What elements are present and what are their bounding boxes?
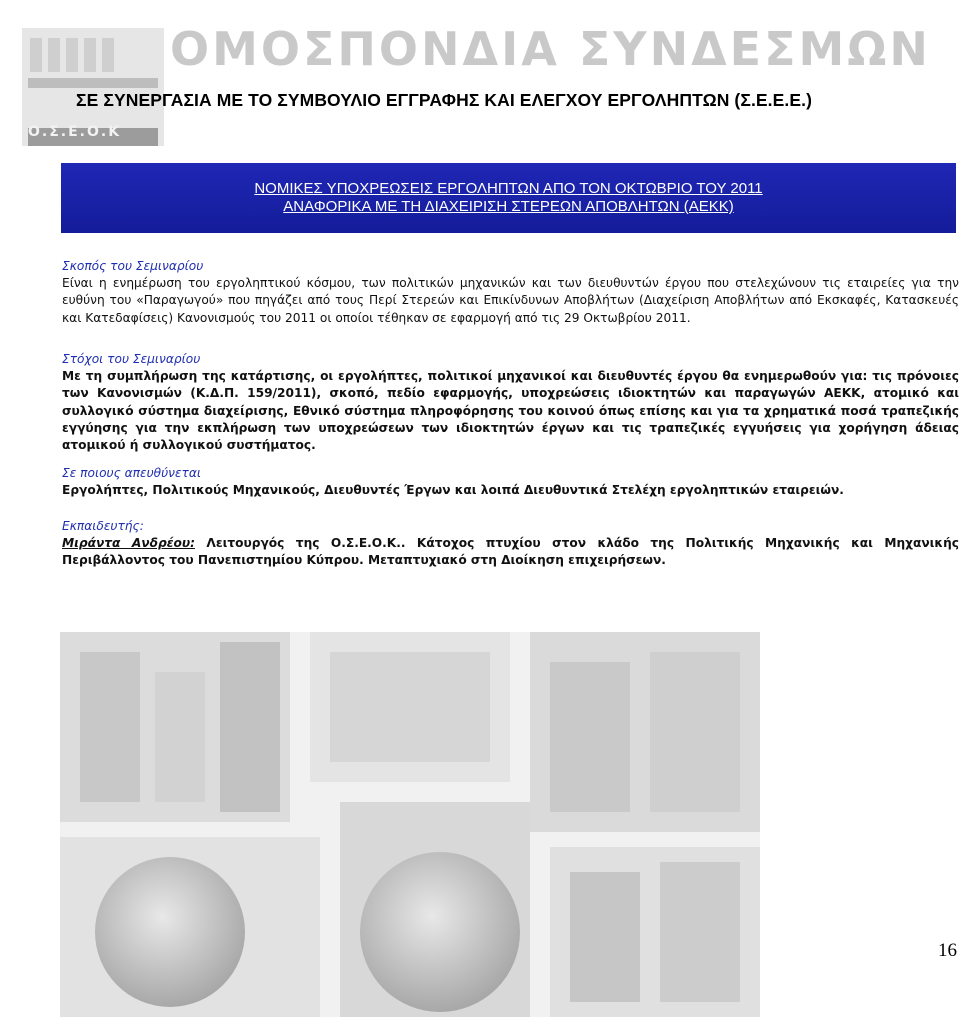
audience-title: Σε ποιους απευθύνεται (62, 466, 202, 480)
page-heading: ΣΕ ΣΥΝΕΡΓΑΣΙΑ ΜΕ ΤΟ ΣΥΜΒΟΥΛΙΟ ΕΓΓΡΑΦΗΣ ΚΑΙ ΕΛΕΓΧΟΥ ΕΡΓΟΛΗΠΤΩΝ (Σ.Ε.Ε.Ε.) (76, 90, 813, 110)
seminar-title-line-1: ΝΟΜΙΚΕΣ ΥΠΟΧΡΕΩΣΕΙΣ ΕΡΓΟΛΗΠΤΩΝ ΑΠΟ ΤΟΝ ΟΚΤΩΒΡΙΟ ΤΟΥ 2011 (254, 180, 763, 197)
logo-caption: Ο.Σ.Ε.Ο.Κ (28, 124, 122, 140)
header-watermark (0, 0, 960, 160)
purpose-title: Σκοπός του Σεμιναρίου (62, 259, 204, 273)
instructor-description: Λειτουργός της Ο.Σ.Ε.Ο.Κ.. Κάτοχος πτυχίου στον κλάδο της Πολιτικής Μηχανικής και Μηχανικής Περιβάλλοντος του Πανεπιστημίου Κύπρου. Μεταπτυχιακό στη Διοίκηση επιχειρήσεων. (62, 536, 959, 568)
purpose-body: Είναι η ενημέρωση του εργοληπτικού κόσμου, των πολιτικών μηχανικών και των διευθυντών έργου που στελεχώνουν τις εταιρείες για την ευθύνη του «Παραγωγού» που πηγάζει από τους Περί Στερεών και Επικίνδυνων Αποβλήτων (Διαχείριση Αποβλήτων από Εκσκαφές, Κατασκευές και Κατεδαφίσεις) Κανονισμούς του 2011 οι οποίοι τέθηκαν σε εφαρμογή από τις 29 Οκτωβρίου 2011. (62, 276, 959, 325)
goals-title: Στόχοι του Σεμιναρίου (62, 352, 201, 366)
instructor-body-wrapper (62, 535, 959, 569)
instructor-section (62, 518, 959, 570)
photo-collage-watermark (60, 632, 760, 1017)
page-number: 16 (938, 940, 957, 961)
purpose-section (62, 258, 959, 327)
instructor-name: Μιράντα Ανδρέου: (62, 536, 195, 551)
goals-section (62, 351, 959, 454)
seminar-title-line-2: ΑΝΑΦΟΡΙΚΑ ΜΕ ΤΗ ΔΙΑΧΕΙΡΙΣΗ ΣΤΕΡΕΩΝ ΑΠΟΒΛΗΤΩΝ (ΑΕΚΚ) (283, 198, 734, 215)
goals-body: Με τη συμπλήρωση της κατάρτισης, οι εργολήπτες, πολιτικοί μηχανικοί και διευθυντές έργου θα ενημερωθούν για: τις πρόνοιες των Κανονισμών (Κ.Δ.Π. 159/2011), σκοπό, πεδίο εφαρμογής, υποχρεώσεις ιδιοκτητών και παραγωγών ΑΕΚΚ, ατομικό και συλλογικό σύστημα διαχείρισης, Εθνικό σύστημα πληροφόρησης του κοινού όπως επίσης και για τα χρηματικά ποσά τραπεζικής εγγύησης για την εκπλήρωση των υποχρεώσεων των ιδιοκτητών έργων και τις τραπεζικές εγγυήσεις για χορήγηση άδειας ατομικού ή συλλογικού συστήματος. (62, 369, 959, 453)
audience-section (62, 465, 959, 499)
audience-body: Εργολήπτες, Πολιτικούς Μηχανικούς, Διευθυντές Έργων και λοιπά Διευθυντικά Στελέχη εργοληπτικών εταιρειών. (62, 483, 844, 498)
seminar-title-banner (61, 163, 956, 233)
watermark-title: ΟΜΟΣΠΟΝΔΙΑ ΣΥΝΔΕΣΜΩΝ (170, 22, 931, 76)
collage-image (60, 632, 760, 1017)
instructor-title: Εκπαιδευτής: (62, 519, 144, 533)
